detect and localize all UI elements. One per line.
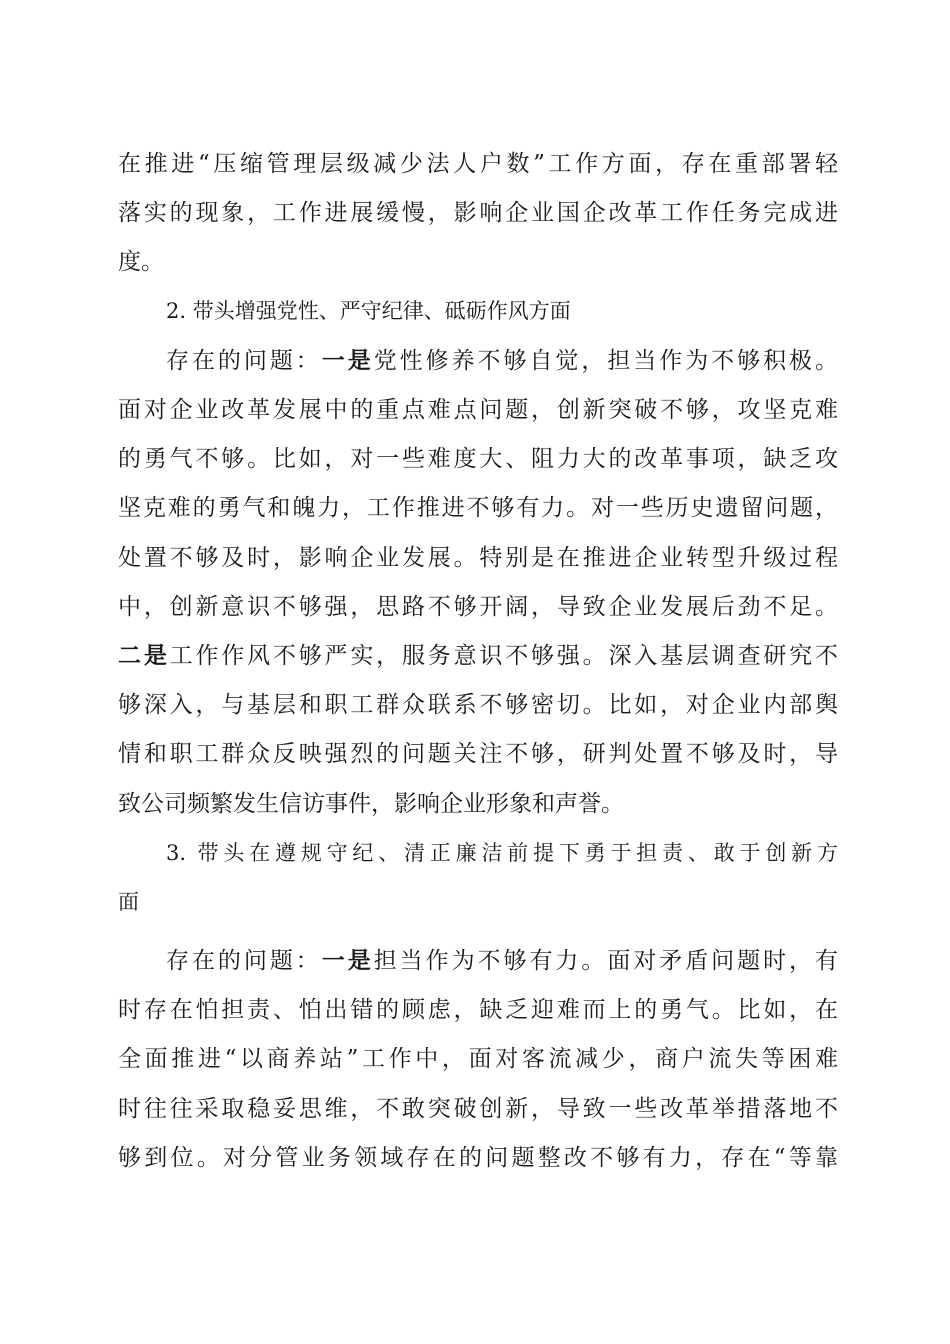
paragraph-line: 坚克难的勇气和魄力，工作推进不够有力。对一些历史遗留问题， [118, 495, 838, 521]
paragraph-text: 工作作风不够严实，服务意识不够强。深入基层调查研究不 [169, 643, 839, 669]
section-heading-3-continued: 面 [118, 890, 139, 914]
paragraph-line: 的勇气不够。比如，对一些难度大、阻力大的改革事项，缺乏攻 [118, 446, 838, 472]
paragraph-line: 时往往采取稳妥思维，不敢突破创新，导致一些改革举措落地不 [118, 1096, 838, 1122]
paragraph-line: 全面推进“以商养站”工作中，面对客流减少，商户流失等困难 [118, 1046, 838, 1072]
point-one-label: 一是 [321, 348, 374, 374]
paragraph-line [166, 941, 838, 981]
section-heading-2: 2. 带头增强党性、严守纪律、砥砺作风方面 [166, 299, 571, 323]
paragraph-line: 够到位。对分管业务领域存在的问题整改不够有力，存在“等靠 [118, 1145, 838, 1171]
paragraph-line: 时存在怕担责、怕出错的顾虑，缺乏迎难而上的勇气。比如，在 [118, 997, 838, 1023]
paragraph-line [166, 341, 838, 381]
problems-label: 存在的问题： [166, 348, 322, 374]
paragraph-line: 处置不够及时，影响企业发展。特别是在推进企业转型升级过程 [118, 545, 838, 571]
paragraph-text: 党性修养不够自觉，担当作为不够积极。 [373, 348, 839, 374]
point-two-label: 二是 [118, 643, 170, 669]
section-heading-3: 3. 带头在遵规守纪、清正廉洁前提下勇于担责、敢于创新方 [166, 841, 838, 865]
paragraph-line: 面对企业改革发展中的重点难点问题，创新突破不够，攻坚克难 [118, 397, 838, 423]
paragraph-line: 中，创新意识不够强，思路不够开阔，导致企业发展后劲不足。 [118, 594, 838, 620]
problems-label: 存在的问题： [166, 948, 322, 974]
paragraph-line: 在推进“压缩管理层级减少法人户数”工作方面，存在重部署轻 [118, 151, 838, 177]
paragraph-line [118, 636, 838, 676]
point-one-label: 一是 [321, 948, 374, 974]
paragraph-line: 情和职工群众反映强烈的问题关注不够，研判处置不够及时，导 [118, 741, 838, 767]
paragraph-line: 致公司频繁发生信访事件，影响企业形象和声誉。 [118, 791, 624, 817]
paragraph-line: 度。 [118, 249, 164, 275]
paragraph-line: 落实的现象，工作进展缓慢，影响企业国企改革工作任务完成进 [118, 200, 838, 226]
paragraph-text: 担当作为不够有力。面对矛盾问题时，有 [373, 948, 839, 974]
paragraph-line: 够深入，与基层和职工群众联系不够密切。比如，对企业内部舆 [118, 692, 838, 718]
